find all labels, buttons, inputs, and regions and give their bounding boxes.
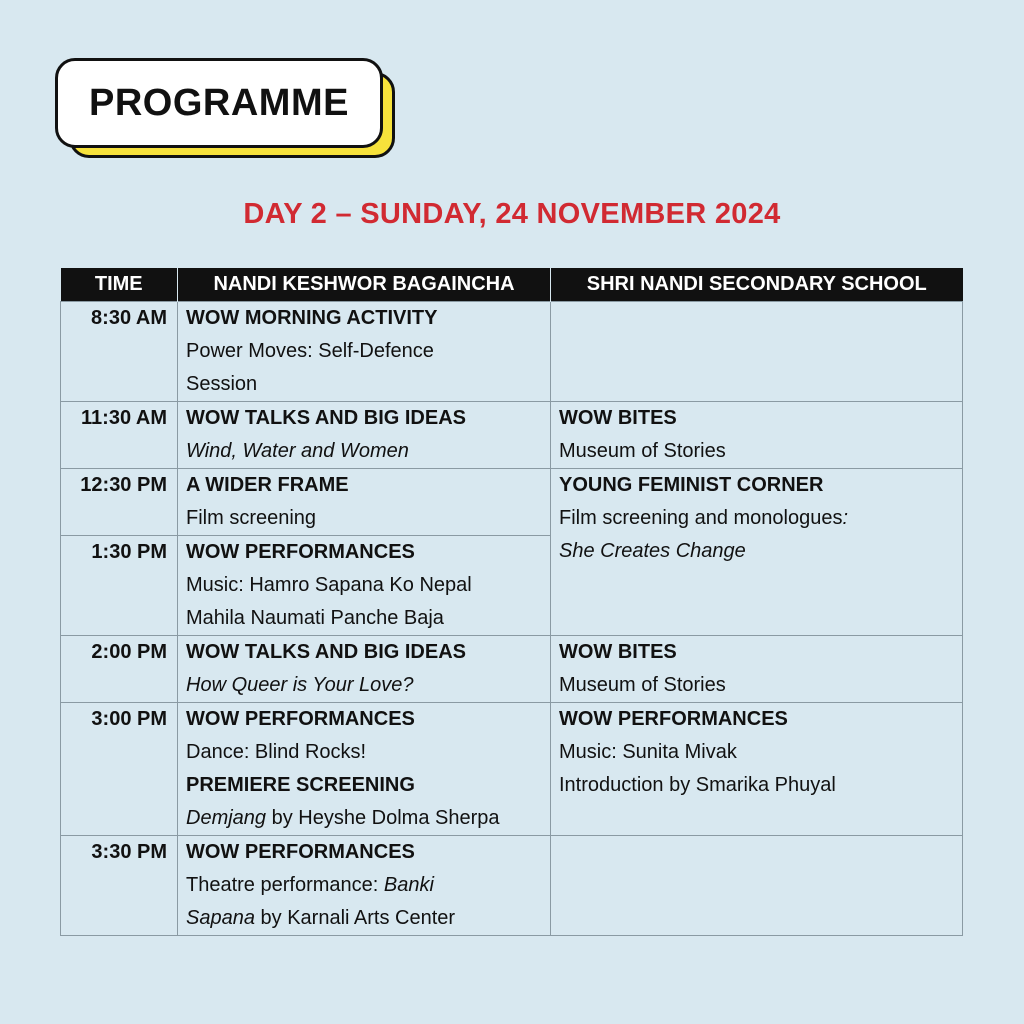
badge-label: PROGRAMME bbox=[55, 58, 383, 148]
event-detail: Theatre performance: Banki bbox=[186, 874, 434, 896]
time-cell: 11:30 AM bbox=[61, 402, 178, 469]
event-title: WOW TALKS AND BIG IDEAS bbox=[186, 641, 466, 663]
event-detail: Introduction by Smarika Phuyal bbox=[559, 774, 836, 796]
header-venue1: NANDI KESHWOR BAGAINCHA bbox=[178, 268, 551, 302]
time-cell: 3:30 PM bbox=[61, 836, 178, 936]
venue1-cell bbox=[178, 469, 551, 536]
table-row bbox=[61, 469, 963, 536]
event-detail: Sapana by Karnali Arts Center bbox=[186, 907, 456, 929]
time-cell: 12:30 PM bbox=[61, 469, 178, 536]
table-row bbox=[61, 703, 963, 836]
table-row bbox=[61, 836, 963, 936]
table-row bbox=[61, 302, 963, 402]
event-detail: Museum of Stories bbox=[559, 440, 726, 462]
event-title: WOW PERFORMANCES bbox=[186, 841, 415, 863]
day-title: DAY 2 – SUNDAY, 24 NOVEMBER 2024 bbox=[243, 198, 781, 230]
venue1-cell bbox=[178, 402, 551, 469]
venue2-cell bbox=[551, 402, 963, 469]
event-detail: How Queer is Your Love? bbox=[186, 674, 414, 696]
time-cell: 2:00 PM bbox=[61, 636, 178, 703]
header-row bbox=[61, 268, 963, 302]
table-row bbox=[61, 636, 963, 703]
schedule-table bbox=[60, 268, 963, 936]
venue1-cell bbox=[178, 536, 551, 636]
venue1-cell bbox=[178, 636, 551, 703]
venue1-cell bbox=[178, 703, 551, 836]
event-title: WOW PERFORMANCES bbox=[186, 708, 415, 730]
venue2-cell bbox=[551, 302, 963, 402]
header-time: TIME bbox=[61, 268, 178, 302]
event-detail: Film screening and monologues: bbox=[559, 507, 849, 529]
venue1-cell bbox=[178, 836, 551, 936]
venue1-cell bbox=[178, 302, 551, 402]
table-row bbox=[61, 402, 963, 469]
event-detail: Session bbox=[186, 373, 258, 395]
event-title: PREMIERE SCREENING bbox=[186, 774, 415, 796]
event-detail: Power Moves: Self-Defence bbox=[186, 340, 434, 362]
venue2-cell bbox=[551, 836, 963, 936]
event-detail: Wind, Water and Women bbox=[186, 440, 409, 462]
venue2-cell bbox=[551, 636, 963, 703]
event-title: WOW MORNING ACTIVITY bbox=[186, 307, 438, 329]
event-title: A WIDER FRAME bbox=[186, 474, 349, 496]
time-cell: 3:00 PM bbox=[61, 703, 178, 836]
time-cell: 8:30 AM bbox=[61, 302, 178, 402]
event-title: WOW PERFORMANCES bbox=[559, 708, 788, 730]
event-detail: Film screening bbox=[186, 507, 317, 529]
event-detail: Music: Sunita Mivak bbox=[559, 741, 737, 763]
time-cell: 1:30 PM bbox=[61, 536, 178, 636]
event-title: WOW BITES bbox=[559, 407, 677, 429]
event-title: WOW PERFORMANCES bbox=[186, 541, 415, 563]
event-detail: She Creates Change bbox=[559, 540, 746, 562]
event-detail: Demjang by Heyshe Dolma Sherpa bbox=[186, 807, 500, 829]
event-title: YOUNG FEMINIST CORNER bbox=[559, 474, 824, 496]
programme-badge bbox=[55, 58, 397, 162]
event-detail: Music: Hamro Sapana Ko Nepal bbox=[186, 574, 472, 596]
venue2-cell bbox=[551, 703, 963, 836]
event-detail: Museum of Stories bbox=[559, 674, 726, 696]
header-venue2: SHRI NANDI SECONDARY SCHOOL bbox=[551, 268, 963, 302]
event-detail: Mahila Naumati Panche Baja bbox=[186, 607, 444, 629]
event-title: WOW TALKS AND BIG IDEAS bbox=[186, 407, 466, 429]
venue2-cell bbox=[551, 469, 963, 636]
event-detail: Dance: Blind Rocks! bbox=[186, 741, 367, 763]
event-title: WOW BITES bbox=[559, 641, 677, 663]
